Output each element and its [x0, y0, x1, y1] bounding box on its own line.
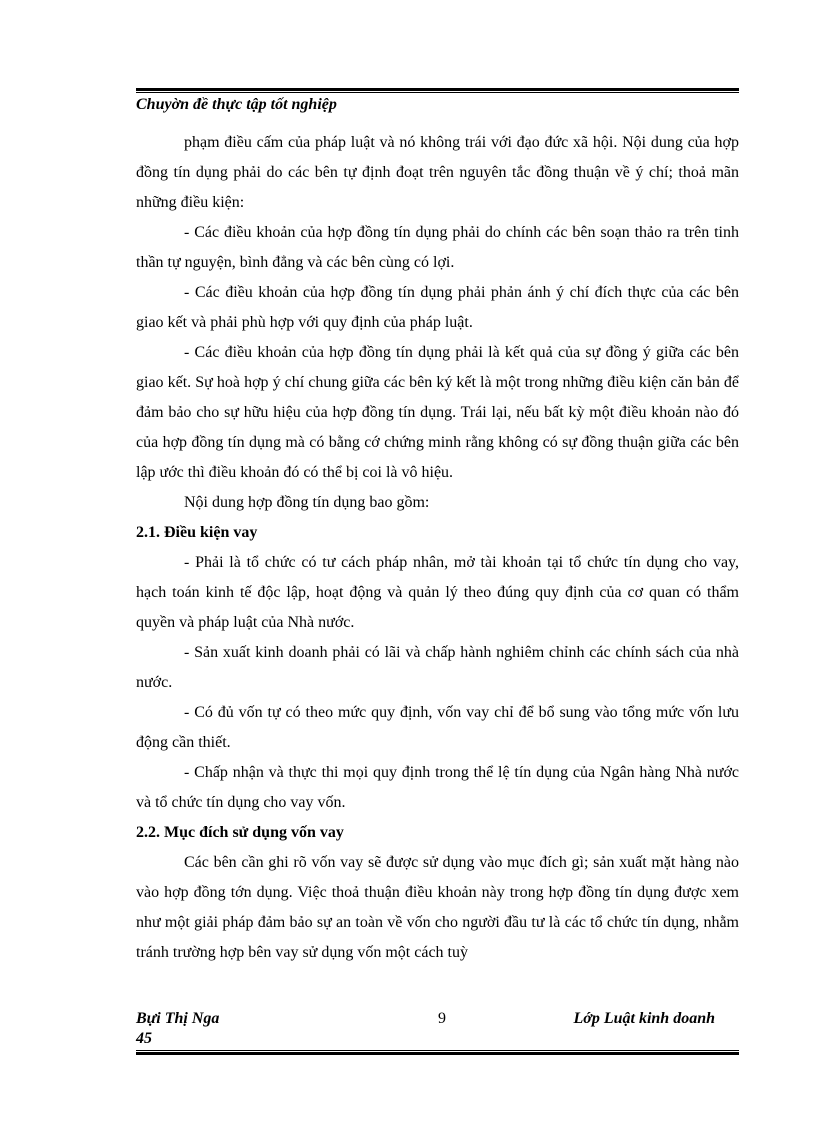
paragraph: Nội dung hợp đồng tín dụng bao gồm:	[184, 494, 430, 511]
paragraph: - Các điều khoản của hợp đồng tín dụng phải là kết quả của sự đồng ý giữa các bên giao kết. Sự hoà hợp ý chí chung giữa các bên ký kết là một trong những điều kiện căn bản để đảm bảo cho sự hữu hiệu của hợp đồng tín dụng. Trái lại, nếu bất kỳ một điều khoản nào đó của hợp đồng tín dụng mà có bằng cớ chứng minh rằng không có sự đồng thuận giữa các bên lập ước thì điều khoản đó có thể bị coi là vô hiệu.	[136, 344, 739, 481]
paragraph: - Chấp nhận và thực thi mọi quy định trong thể lệ tín dụng của Ngân hàng Nhà nước và tổ chức tín dụng cho vay vốn.	[136, 764, 739, 811]
section-heading: 2.2. Mục đích sử dụng vốn vay	[136, 824, 344, 841]
paragraph: - Sản xuất kinh doanh phải có lãi và chấp hành nghiêm chỉnh các chính sách của nhà nước.	[136, 644, 739, 691]
header-rule	[136, 88, 739, 93]
paragraph: - Các điều khoản của hợp đồng tín dụng phải do chính các bên soạn thảo ra trên tinh thần tự nguyện, bình đẳng và các bên cùng có lợi.	[136, 224, 739, 271]
paragraph: - Phải là tổ chức có tư cách pháp nhân, mở tài khoản tại tổ chức tín dụng cho vay, hạch toán kinh tế độc lập, hoạt động và quản lý theo đúng quy định của cơ quan có thẩm quyền và pháp luật của Nhà nước.	[136, 554, 739, 631]
page-header-title: Chuyờn đề thực tập tốt nghiệp	[136, 96, 337, 113]
paragraph: Các bên cần ghi rõ vốn vay sẽ được sử dụng vào mục đích gì; sản xuất mặt hàng nào vào hợp đồng tớn dụng. Việc thoả thuận điều khoản này trong hợp đồng tín dụng được xem như một giải pháp đảm bảo sự an toàn về vốn cho người đầu tư là các tổ chức tín dụng, nhằm tránh trường hợp bên vay sử dụng vốn một cách tuỳ	[136, 854, 739, 961]
paragraph: phạm điều cấm của pháp luật và nó không trái với đạo đức xã hội. Nội dung của hợp đồng tín dụng phải do các bên tự định đoạt trên nguyên tắc đồng thuận về ý chí; thoả mãn những điều kiện:	[136, 134, 739, 211]
section-heading: 2.1. Điều kiện vay	[136, 524, 258, 541]
footer-author: Bựi Thị Nga	[136, 1010, 220, 1027]
footer-class-name: Lớp Luật kinh doanh	[573, 1010, 715, 1027]
paragraph: - Có đủ vốn tự có theo mức quy định, vốn vay chỉ để bổ sung vào tổng mức vốn lưu động cần thiết.	[136, 704, 739, 751]
footer-rule	[136, 1050, 739, 1055]
document-body	[136, 128, 739, 968]
footer-author-sub: 45	[136, 1030, 152, 1047]
page-number: 9	[438, 1010, 446, 1027]
paragraph: - Các điều khoản của hợp đồng tín dụng phải phản ánh ý chí đích thực của các bên giao kết và phải phù hợp với quy định của pháp luật.	[136, 284, 739, 331]
